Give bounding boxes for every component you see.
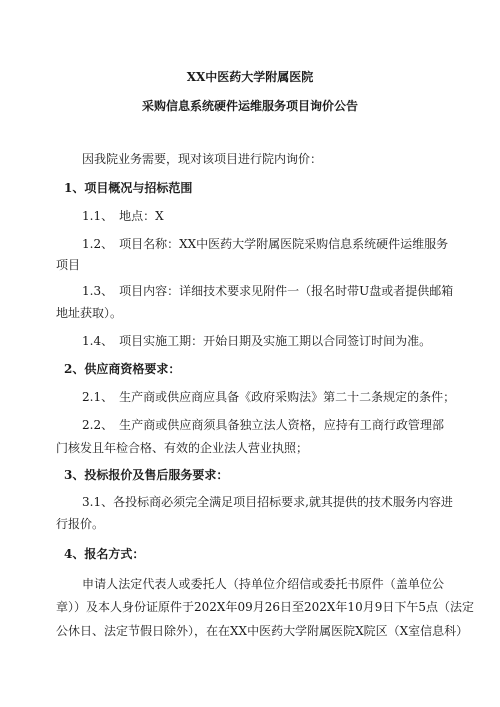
signup-paragraph-line2: 章））及本人身份证原件于202X年09月26日至202X年10月9日下午5点（法定 <box>56 600 474 614</box>
item-3-1-line2: 行报价。 <box>56 517 105 531</box>
hospital-title: XX中医药大学附属医院 <box>186 70 314 84</box>
item-1-3-line2: 地址获取）。 <box>56 306 123 320</box>
section-4-heading: 4、报名方式： <box>64 547 145 561</box>
intro-paragraph: 因我院业务需要，现对该项目进行院内询价： <box>82 152 323 166</box>
section-2-heading: 2、供应商资格要求： <box>64 362 181 376</box>
item-2-2-line1: 2.2、 生产商或供应商须具备独立法人资格，应持有工商行政管理部 <box>82 418 444 432</box>
notice-title: 采购信息系统硬件运维服务项目询价公告 <box>141 99 358 113</box>
section-1-heading: 1、项目概况与招标范围 <box>64 181 193 195</box>
item-2-2-line2: 门核发且年检合格、有效的企业法人营业执照； <box>56 441 309 455</box>
item-1-1: 1.1、 地点：X <box>82 209 164 223</box>
item-1-4: 1.4、 项目实施工期：开始日期及实施工期以合同签订时间为准。 <box>82 334 432 348</box>
item-1-2-line1: 1.2、 项目名称：XX中医药大学附属医院采购信息系统硬件运维服务 <box>82 237 449 251</box>
item-3-1-line1: 3.1、各投标商必须完全满足项目招标要求,就其提供的技术服务内容进 <box>82 495 453 509</box>
item-2-1: 2.1、 生产商或供应商应具备《政府采购法》第二十二条规定的条件； <box>82 390 456 404</box>
item-1-2-line2: 项目 <box>56 258 81 272</box>
signup-paragraph-line1: 申请人法定代表人或委托人（持单位介绍信或委托书原件（盖单位公 <box>82 577 444 591</box>
section-3-heading: 3、投标报价及售后服务要求： <box>64 468 229 482</box>
item-1-3-line1: 1.3、 项目内容：详细技术要求见附件一（报名时带U盘或者提供邮箱 <box>82 284 454 298</box>
signup-paragraph-line3: 公休日、法定节假日除外），在在XX中医药大学附属医院X院区（X室信息科） <box>56 624 469 638</box>
